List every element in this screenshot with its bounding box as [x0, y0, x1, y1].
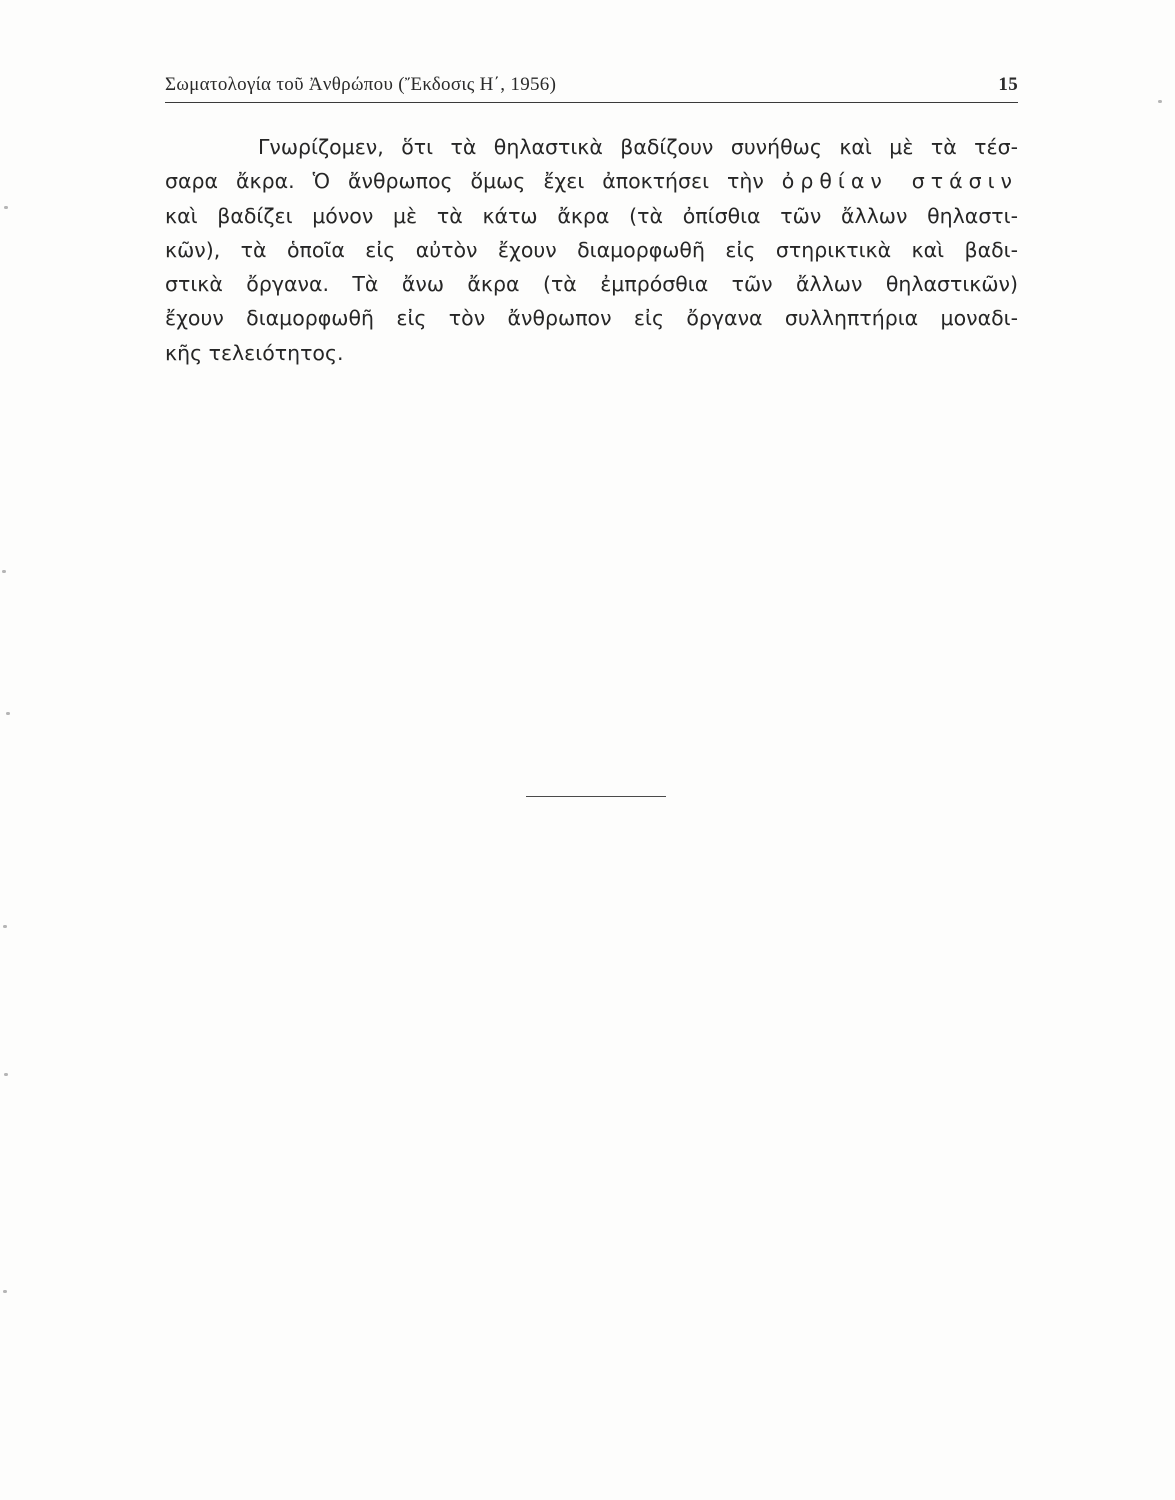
paragraph-line: σαρα ἄκρα. Ὁ ἄνθρωπος ὅμως ἔχει ἀποκτήσει τὴν ὀρθίαν στάσιν [165, 169, 1018, 194]
scan-speck [3, 1290, 7, 1293]
paragraph-line: κῶν), τὰ ὁποῖα εἰς αὐτὸν ἔχουν διαμορφωθῆ εἰς στηρικτικὰ καὶ βαδι- [165, 237, 1018, 262]
scan-speck [2, 570, 6, 573]
paragraph-line: ἔχουν διαμορφωθῆ εἰς τὸν ἄνθρωπον εἰς ὄργανα συλληπτήρια μοναδι- [165, 306, 1018, 331]
scan-speck [4, 1073, 8, 1076]
spaced-emphasis: ὀρθίαν στάσιν [781, 169, 1018, 194]
body-paragraph [165, 130, 1018, 370]
scan-speck [3, 925, 7, 928]
paragraph-line: κῆς τελειότητος. [165, 340, 344, 365]
scan-speck [1158, 100, 1162, 103]
scan-speck [6, 712, 10, 715]
paragraph-line: καὶ βαδίζει μόνον μὲ τὰ κάτω ἄκρα (τὰ ὀπίσθια τῶν ἄλλων θηλαστι- [165, 203, 1018, 228]
paragraph-line: στικὰ ὄργανα. Τὰ ἄνω ἄκρα (τὰ ἐμπρόσθια τῶν ἄλλων θηλαστικῶν) [165, 272, 1018, 297]
section-end-rule [526, 796, 666, 797]
page-number: 15 [998, 74, 1018, 95]
scan-speck [4, 206, 8, 209]
paragraph-line: Γνωρίζομεν, ὅτι τὰ θηλαστικὰ βαδίζουν συνήθως καὶ μὲ τὰ τέσ- [258, 135, 1018, 159]
header-title: Σωματολογία τοῦ Ἀνθρώπου (Ἔκδοσις Η΄, 1956) [165, 74, 557, 95]
running-header [165, 72, 1018, 103]
